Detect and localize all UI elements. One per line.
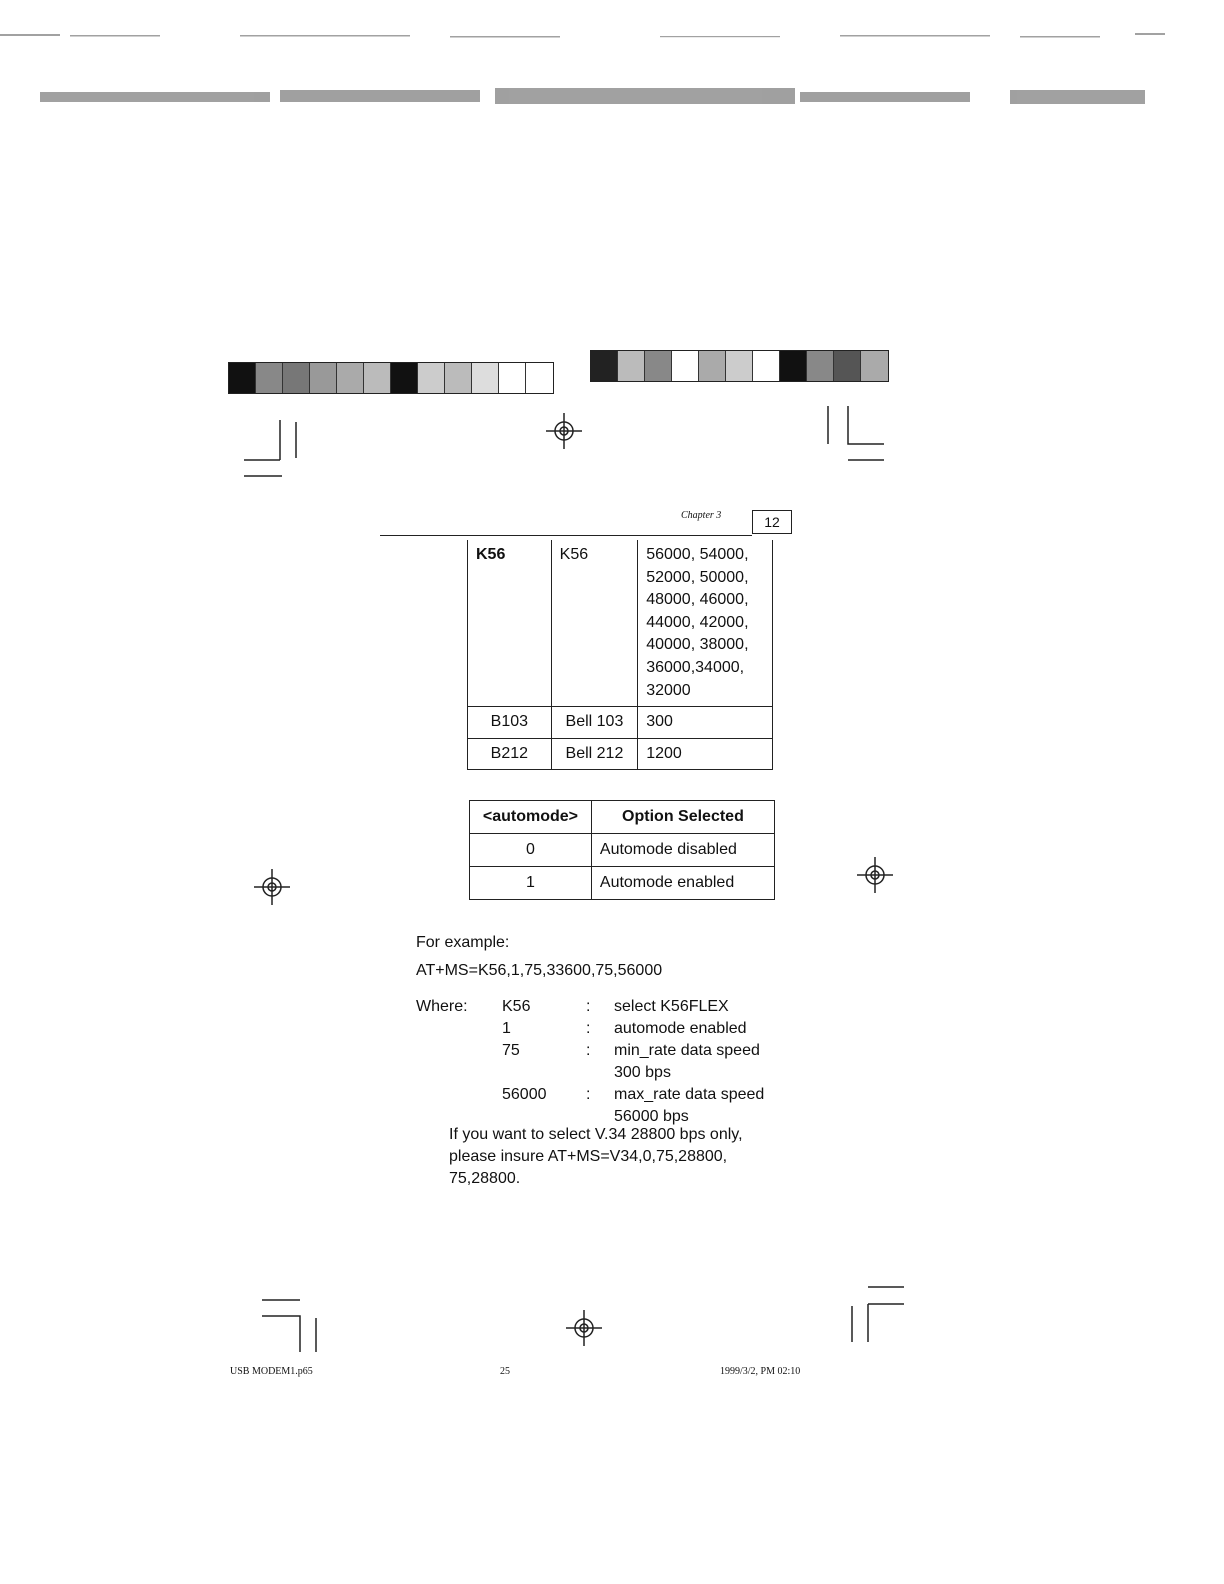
where-desc-line: 56000 bps <box>614 1108 689 1125</box>
table-cell: 300 <box>638 707 773 739</box>
rate-line: 48000, 46000, <box>646 591 749 609</box>
where-sep: : <box>586 1020 591 1037</box>
table-cell: B212 <box>468 738 552 770</box>
where-desc-line: max_rate data speed <box>614 1086 765 1103</box>
example-note: If you want to select V.34 28800 bps only, please insure AT+MS=V34,0,75,28800, 75,28800. <box>449 1126 743 1187</box>
where-term: 75 <box>502 1042 520 1059</box>
automode-table <box>469 800 775 900</box>
table-cell: Automode enabled <box>591 867 774 900</box>
table-cell-rates <box>638 540 773 707</box>
rate-line: 56000, 54000, <box>646 546 749 563</box>
table-row <box>470 834 775 867</box>
where-desc <box>614 1040 794 1084</box>
table-cell: 0 <box>470 834 592 867</box>
rate-line: 40000, 38000, <box>646 636 749 654</box>
table-header-row <box>470 801 775 834</box>
where-sep: : <box>586 1042 591 1059</box>
rate-line: 36000,34000, <box>646 658 745 676</box>
where-sep: : <box>586 1086 591 1103</box>
where-term: 1 <box>502 1020 511 1037</box>
chapter-label: Chapter 3 <box>681 510 722 521</box>
rate-line: 52000, 50000, <box>646 568 749 586</box>
registration-target-bottom <box>566 1310 602 1346</box>
footer-page: 25 <box>500 1366 510 1377</box>
where-term: K56 <box>502 998 531 1015</box>
where-desc-line: 300 bps <box>614 1064 671 1081</box>
where-desc-line: min_rate data speed <box>614 1042 760 1059</box>
example-intro: For example: <box>416 934 510 951</box>
where-term: 56000 <box>502 1086 547 1103</box>
table-cell: 1 <box>470 867 592 900</box>
where-desc <box>614 1084 794 1128</box>
table-row <box>468 540 773 707</box>
where-sep: : <box>586 998 591 1015</box>
table-cell: B103 <box>468 707 552 739</box>
table-cell: 1200 <box>638 738 773 770</box>
where-desc: select K56FLEX <box>614 998 729 1015</box>
header-rule <box>380 535 752 536</box>
column-header: <automode> <box>470 801 592 834</box>
rate-line: 32000 <box>646 681 691 699</box>
rate-table <box>467 540 773 770</box>
table-row <box>470 867 775 900</box>
column-header: Option Selected <box>591 801 774 834</box>
footer-filename: USB MODEM1.p65 <box>230 1366 313 1377</box>
where-label: Where: <box>416 998 468 1015</box>
table-cell: Bell 212 <box>551 738 638 770</box>
table-row <box>468 707 773 739</box>
table-cell: Bell 103 <box>551 707 638 739</box>
where-list <box>416 996 794 1128</box>
table-cell: Automode disabled <box>591 834 774 867</box>
table-row <box>468 738 773 770</box>
page-number: 12 <box>752 510 792 534</box>
table-cell: K56 <box>468 540 552 707</box>
footer-timestamp: 1999/3/2, PM 02:10 <box>720 1366 801 1377</box>
registration-target-right <box>857 857 893 893</box>
where-desc: automode enabled <box>614 1020 747 1037</box>
registration-target-top <box>546 413 582 449</box>
rate-line: 44000, 42000, <box>646 613 749 631</box>
registration-target-left <box>254 869 290 905</box>
example-command: AT+MS=K56,1,75,33600,75,56000 <box>416 962 663 979</box>
table-cell: K56 <box>551 540 638 707</box>
